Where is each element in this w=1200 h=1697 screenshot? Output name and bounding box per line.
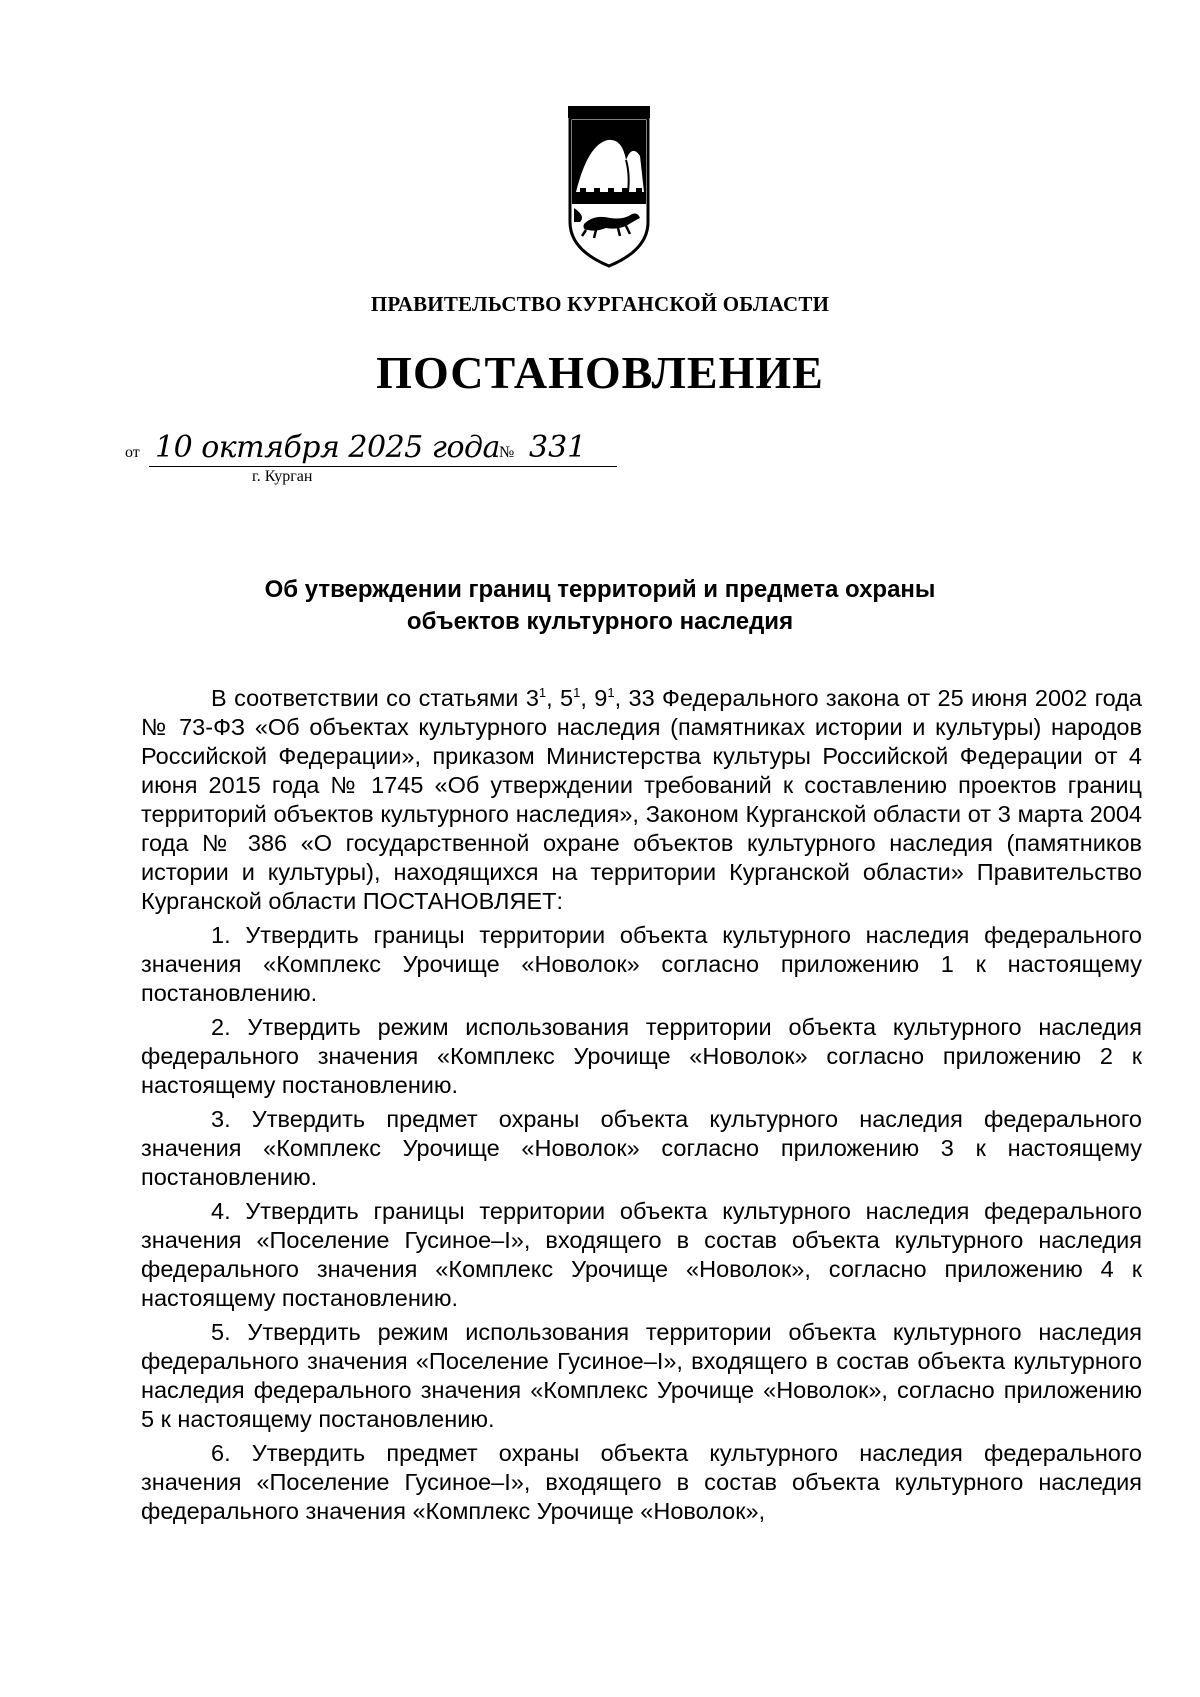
list-item: 2. Утвердить режим использования территории объекта культурного наследия федерального значения «Комплекс Урочище «Новолок» согласно приложению 2 к настоящему постановлению. xyxy=(141,1014,1142,1098)
list-item: 4. Утвердить границы территории объекта культурного наследия федерального значения «Поселение Гусиное–I», входящего в состав объекта культурного наследия федерального значения «Комплекс Урочище «Новолок», согласно приложению 4 к настоящему постановлению. xyxy=(141,1198,1142,1311)
number-sign-label: № xyxy=(499,444,515,461)
coat-of-arms-icon xyxy=(566,104,652,268)
list-item: 3. Утвердить предмет охраны объекта культурного наследия федерального значения «Комплекс Урочище «Новолок» согласно приложению 3 к настоящему постановлению. xyxy=(141,1106,1142,1190)
list-item: 5. Утвердить режим использования территории объекта культурного наследия федерального значения «Поселение Гусиное–I», входящего в состав объекта культурного наследия федерального значения «Комплекс Урочище «Новолок», согласно приложению 5 к настоящему постановлению. xyxy=(141,1319,1142,1432)
title-line-1: Об утверждении границ территорий и предмета охраны xyxy=(264,576,936,603)
date-prefix-label: от xyxy=(125,444,140,461)
document-type: ПОСТАНОВЛЕНИЕ xyxy=(376,347,824,398)
document-title xyxy=(0,574,1200,638)
list-item: 6. Утвердить предмет охраны объекта культурного наследия федерального значения «Поселение Гусиное–I», входящего в состав объекта культурного наследия федерального значения «Комплекс Урочище «Новолок», xyxy=(141,1440,1142,1524)
city-label: г. Курган xyxy=(252,468,313,485)
intro-paragraph: В соответствии со статьями $3^1$, $5^1$, $9^1$, 33 Федерального закона от 25 июня 2002 года № 73-ФЗ «Об объектах культурного наследия (памятниках истории и культуры) народов Российской Федерации», приказом Министерства культуры Российской Федерации от 4 июня 2015 года № 1745 «Об утверждении требований к составлению проектов границ территорий объектов культурного наследия», Законом Курганской области от 3 марта 2004 года № 386 «О государственной охране объектов культурного наследия (памятников истории и культуры), находящихся на территории Курганской области» Правительство Курганской области ПОСТАНОВЛЯЕТ: xyxy=(141,685,1142,914)
handwritten-date: 10 октября 2025 года xyxy=(155,430,500,465)
handwritten-number: 331 xyxy=(529,430,587,465)
government-name: ПРАВИТЕЛЬСТВО КУРГАНСКОЙ ОБЛАСТИ xyxy=(370,292,830,316)
number-underline xyxy=(523,466,617,467)
list-item: 1. Утвердить границы территории объекта культурного наследия федерального значения «Комплекс Урочище «Новолок» согласно приложению 1 к настоящему постановлению. xyxy=(141,922,1142,1006)
title-line-2: объектов культурного наследия xyxy=(406,608,794,635)
document-body xyxy=(141,684,1142,1526)
date-number-line xyxy=(125,430,685,470)
